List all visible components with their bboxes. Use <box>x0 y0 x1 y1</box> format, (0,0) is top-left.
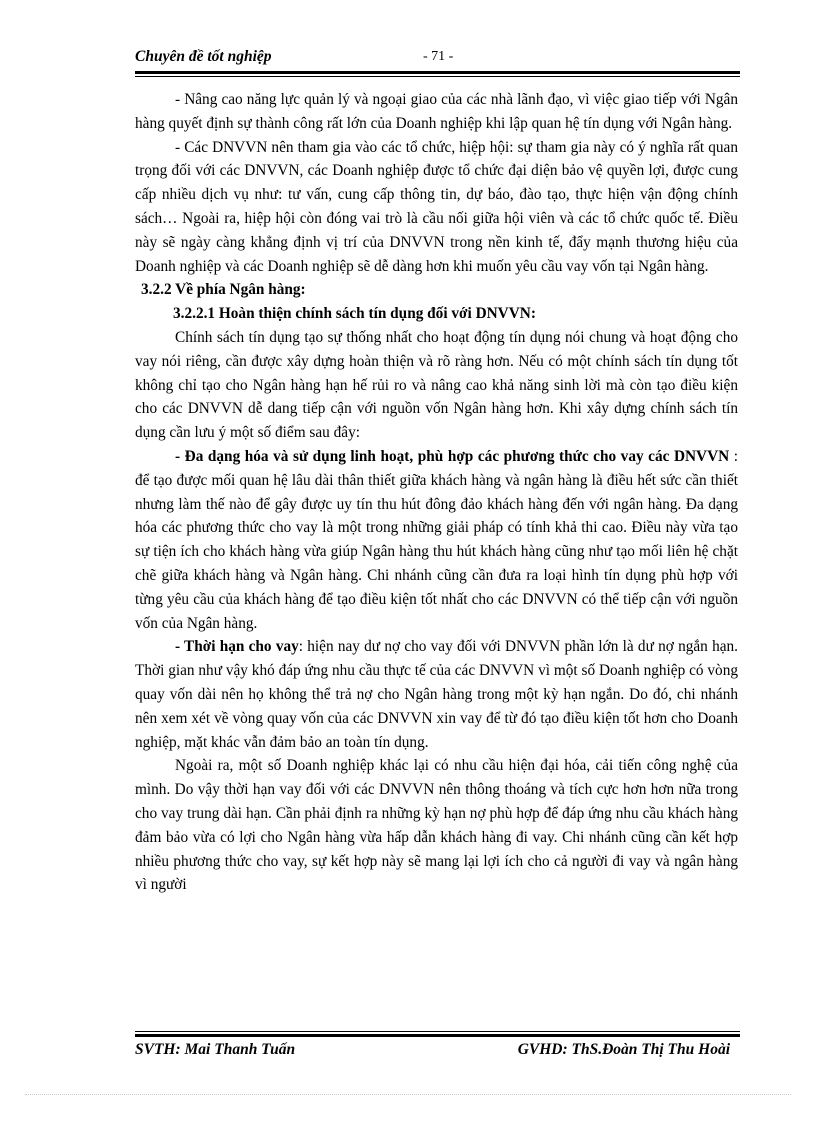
page-footer <box>135 1041 740 1061</box>
paragraph-diversify-lending <box>135 445 738 635</box>
header-rule-thick <box>135 71 740 74</box>
paragraph-modernization: Ngoài ra, một số Doanh nghiệp khác lại có nhu cầu hiện đại hóa, cải tiến công nghệ của mình. Do vậy thời hạn vay đối với các DNVVN nên thông thoáng và tích cực hơn hơn nữa trong cho vay trung dài hạn. Cần phải định ra những kỳ hạn nợ phù hợp để đáp ứng nhu cầu khách hàng đảm bảo vừa có lợi cho Ngân hàng vừa hấp dẫn khách hàng đi vay. Chi nhánh cũng cần kết hợp nhiều phương thức cho vay, sự kết hợp này sẽ mang lại lợi ích cho cả người đi vay và ngân hàng vì người <box>135 757 738 894</box>
paragraph-lead-text: : để tạo được mối quan hệ lâu dài thân thiết giữa khách hàng và ngân hàng là điều hết sức cần thiết nhưng làm thế nào để gây được uy tín thu hút đông đảo khách hàng đến với ngân hàng. Đa dạng hóa các phương thức cho vay là một trong những giải pháp có tính khả thi cao. Điều này vừa tạo sự tiện ích cho khách hàng vừa giúp Ngân hàng thu hút khách hàng cũng như tạo mối liên hệ chặt chẽ giữa khách hàng và Ngân hàng. Chi nhánh cũng cần đưa ra loại hình tín dụng phù hợp với từng yêu cầu của khách hàng để tạo điều kiện tốt nhất cho các DNVVN có thể tiếp cận với nguồn vốn của Ngân hàng. <box>135 447 738 632</box>
paragraph-management-skills: - Nâng cao năng lực quản lý và ngoại giao của các nhà lãnh đạo, vì việc giao tiếp với Ngân hàng quyết định sự thành công rất lớn của Doanh nghiệp khi lập quan hệ tín dụng với Ngân hàng. <box>135 91 738 132</box>
paragraph-lead-text: : hiện nay dư nợ cho vay đối với DNVVN phần lớn là dư nợ ngắn hạn. Thời gian như vậy khó đáp ứng nhu cầu thực tế của các DNVVN vì một số Doanh nghiệp có vòng quay vốn dài nên họ không thể trả nợ cho Ngân hàng trong một kỳ hạn ngắn. Do đó, chi nhánh nên xem xét về vòng quay vốn của các DNVVN xin vay để từ đó tạo điều kiện tốt hơn cho Doanh nghiệp, mặt khác vẫn đảm bảo an toàn tín dụng. <box>135 638 738 751</box>
page-body <box>135 88 738 897</box>
paragraph-loan-term <box>135 635 738 754</box>
page-number: - 71 - <box>423 49 454 64</box>
page-boundary <box>25 1094 791 1095</box>
paragraph-associations: - Các DNVVN nên tham gia vào các tổ chức, hiệp hội: sự tham gia này có ý nghĩa rất quan trọng đối với các DNVVN, các Doanh nghiệp được tổ chức đại diện bảo vệ quyền lợi, được cung cấp nhiều dịch vụ như: tư vấn, cung cấp thông tin, dự báo, đào tạo, thực hiện vận động chính sách… Ngoài ra, hiệp hội còn đóng vai trò là cầu nối giữa hội viên và các tổ chức quốc tế. Điều này sẽ ngày càng khẳng định vị trí của DNVVN trong nền kinh tế, đẩy mạnh thương hiệu của Doanh nghiệp và các Doanh nghiệp sẽ dễ dàng hơn khi muốn yêu cầu vay vốn tại Ngân hàng. <box>135 138 738 275</box>
student-name: SVTH: Mai Thanh Tuấn <box>135 1041 296 1058</box>
paragraph-credit-policy: Chính sách tín dụng tạo sự thống nhất cho hoạt động tín dụng nói chung và hoạt động cho vay nói riêng, cần được xây dựng hoàn thiện và rõ ràng hơn. Nếu có một chính sách tín dụng tốt không chỉ tạo cho Ngân hàng hạn hế rủi ro và nâng cao khả năng sinh lời mà còn tạo điều kiện cho các DNVVN dễ dang tiếp cận với nguồn vốn Ngân hàng hơn. Khi xây dựng chính sách tín dụng cần lưu ý một số điểm sau đây: <box>135 328 738 442</box>
section-heading-3-2-2-1: 3.2.2.1 Hoàn thiện chính sách tín dụng đối với DNVVN: <box>173 305 536 323</box>
section-heading-3-2-2: 3.2.2 Về phía Ngân hàng: <box>141 281 306 299</box>
paragraph-lead-bold: - Đa dạng hóa và sử dụng linh hoạt, phù hợp các phương thức cho vay các DNVVN <box>175 447 730 465</box>
footer-rule-thin <box>135 1031 740 1032</box>
paragraph-lead-bold: - Thời hạn cho vay <box>175 638 299 656</box>
document-title: Chuyên đề tốt nghiệp <box>135 48 272 65</box>
advisor-name: GVHD: ThS.Đoàn Thị Thu Hoài <box>517 1041 730 1058</box>
header-rule-thin <box>135 76 740 77</box>
page-header <box>135 48 740 68</box>
footer-rule-thick <box>135 1034 740 1037</box>
